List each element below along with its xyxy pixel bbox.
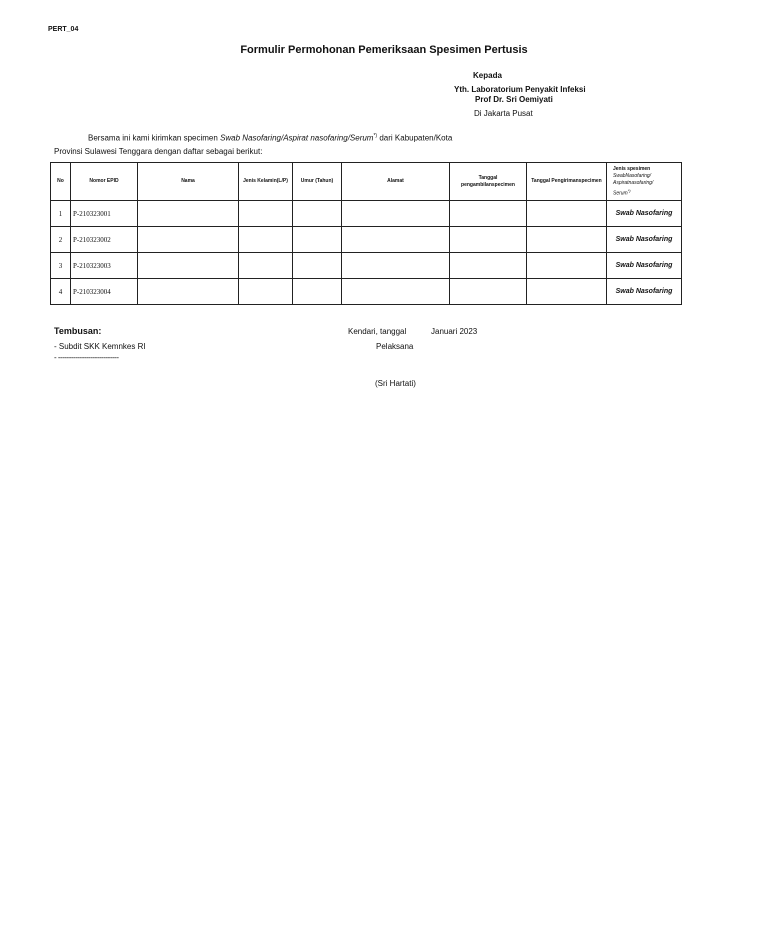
header-jenis-sub2: Aspiratnasofaring/ bbox=[613, 179, 654, 186]
tembusan-heading: Tembusan: bbox=[54, 326, 102, 336]
cell-no: 4 bbox=[51, 279, 71, 305]
recipient-line2: Prof Dr. Sri Oemiyati bbox=[475, 95, 553, 104]
intro-suffix: dari Kabupaten/Kota bbox=[379, 133, 453, 143]
header-footnote-mark: *) bbox=[627, 187, 631, 193]
specimen-table bbox=[50, 162, 682, 305]
signer-role: Pelaksana bbox=[376, 342, 414, 351]
cell-tanggal-pengiriman bbox=[527, 253, 607, 279]
recipient-kepada: Kepada bbox=[473, 71, 502, 80]
cell-jenis-kelamin bbox=[239, 279, 293, 305]
header-alamat: Alamat bbox=[342, 163, 450, 201]
cell-umur bbox=[293, 201, 342, 227]
table-row bbox=[51, 227, 682, 253]
cell-jenis-spesimen: Swab Nasofaring bbox=[607, 253, 682, 279]
cell-jenis-spesimen: Swab Nasofaring bbox=[607, 279, 682, 305]
cell-alamat bbox=[342, 201, 450, 227]
form-code: PERT_04 bbox=[48, 26, 79, 33]
cell-jenis-spesimen: Swab Nasofaring bbox=[607, 227, 682, 253]
table-row bbox=[51, 253, 682, 279]
cell-nama bbox=[138, 201, 239, 227]
intro-line-2: Provinsi Sulawesi Tenggara dengan daftar sebagai berikut: bbox=[54, 147, 263, 156]
header-jenis-kelamin: Jenis Kelamin(L/P) bbox=[239, 163, 293, 201]
recipient-line1: Yth. Laboratorium Penyakit Infeksi bbox=[454, 85, 586, 94]
cell-tanggal-pengiriman bbox=[527, 227, 607, 253]
cell-jenis-kelamin bbox=[239, 227, 293, 253]
header-no: No bbox=[51, 163, 71, 201]
cell-umur bbox=[293, 253, 342, 279]
cell-umur bbox=[293, 279, 342, 305]
header-nama: Nama bbox=[138, 163, 239, 201]
page-title: Formulir Permohonan Pemeriksaan Spesimen Pertusis bbox=[240, 44, 528, 56]
cell-jenis-kelamin bbox=[239, 201, 293, 227]
cell-tanggal-pengiriman bbox=[527, 279, 607, 305]
header-jenis-sub3 bbox=[613, 187, 679, 198]
table-header-row bbox=[51, 163, 682, 201]
header-jenis-sub1: SwabNasofaring/ bbox=[613, 172, 652, 179]
intro-prefix: Bersama ini kami kirimkan specimen bbox=[88, 133, 218, 143]
cell-alamat bbox=[342, 279, 450, 305]
intro-line-1 bbox=[88, 133, 452, 143]
month-year: Januari 2023 bbox=[431, 327, 478, 336]
header-umur: Umur (Tahun) bbox=[293, 163, 342, 201]
header-epid: Nomor EPID bbox=[71, 163, 138, 201]
cell-tanggal-pengambilan bbox=[450, 227, 527, 253]
header-tanggal-pengiriman: Tanggal Pengirimanspecimen bbox=[527, 163, 607, 201]
cell-alamat bbox=[342, 227, 450, 253]
intro-footnote-mark: *) bbox=[373, 133, 378, 139]
cell-alamat bbox=[342, 253, 450, 279]
recipient-address bbox=[454, 85, 586, 105]
header-jenis-serum: Serum bbox=[613, 190, 628, 197]
cell-epid: P-210323004 bbox=[71, 279, 138, 305]
cell-tanggal-pengambilan bbox=[450, 279, 527, 305]
cell-nama bbox=[138, 279, 239, 305]
cell-tanggal-pengambilan bbox=[450, 201, 527, 227]
cell-no: 3 bbox=[51, 253, 71, 279]
place-date-label: Kendari, tanggal bbox=[348, 327, 407, 336]
header-jenis-title: Jenis spesimen bbox=[613, 165, 651, 172]
cell-jenis-kelamin bbox=[239, 253, 293, 279]
cell-epid: P-210323002 bbox=[71, 227, 138, 253]
cell-no: 1 bbox=[51, 201, 71, 227]
cell-tanggal-pengiriman bbox=[527, 201, 607, 227]
intro-specimen-types: Swab Nasofaring/Aspirat nasofaring/Serum bbox=[220, 133, 374, 143]
cell-no: 2 bbox=[51, 227, 71, 253]
cc-blank: - ---------------------------- bbox=[54, 353, 119, 362]
cell-epid: P-210323003 bbox=[71, 253, 138, 279]
cell-nama bbox=[138, 253, 239, 279]
cc-subdit: - Subdit SKK Kemnkes RI bbox=[54, 342, 146, 351]
table-row bbox=[51, 279, 682, 305]
cell-tanggal-pengambilan bbox=[450, 253, 527, 279]
header-jenis-spesimen bbox=[607, 163, 682, 201]
cell-jenis-spesimen: Swab Nasofaring bbox=[607, 201, 682, 227]
header-tanggal-pengambilan: Tanggal pengambilanspecimen bbox=[450, 163, 527, 201]
cell-umur bbox=[293, 227, 342, 253]
signer-name: (Sri Hartati) bbox=[375, 379, 416, 388]
recipient-city: Di Jakarta Pusat bbox=[474, 109, 533, 118]
table-row bbox=[51, 201, 682, 227]
cell-nama bbox=[138, 227, 239, 253]
cell-epid: P-210323001 bbox=[71, 201, 138, 227]
